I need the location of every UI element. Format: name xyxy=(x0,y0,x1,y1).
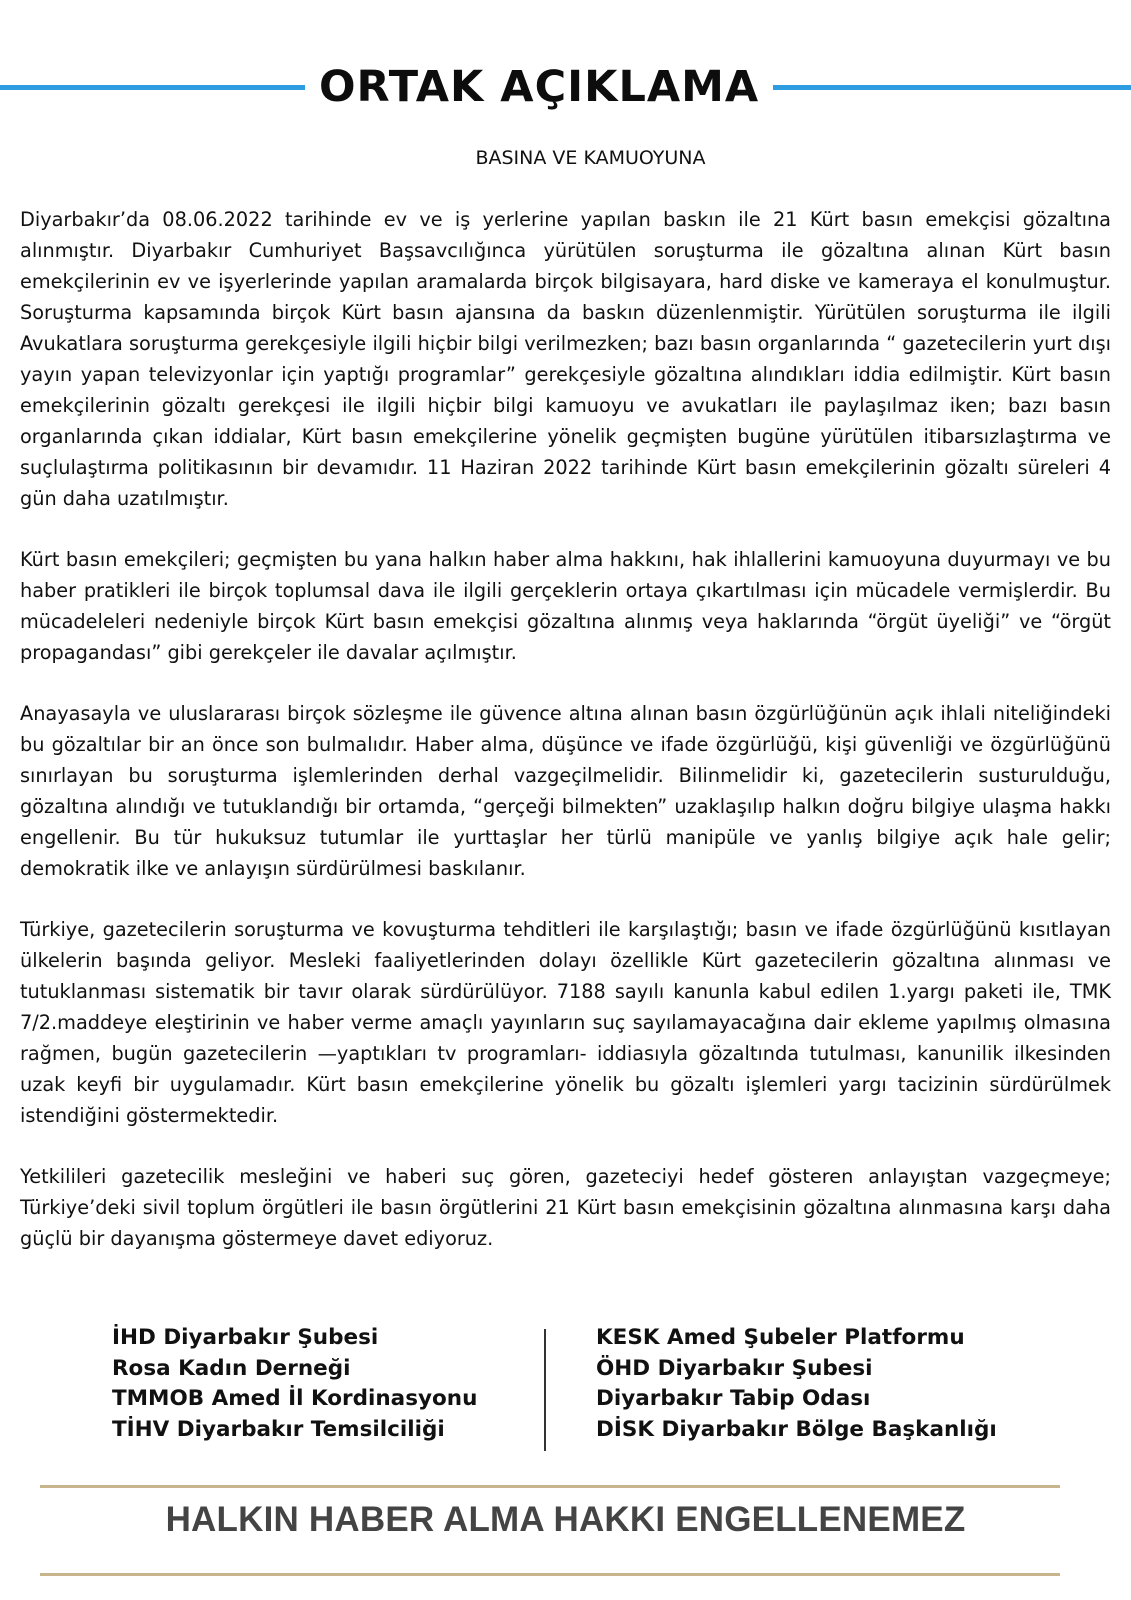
page-subtitle: BASINA VE KAMUOYUNA xyxy=(475,147,706,169)
signatories-left-column xyxy=(112,1323,477,1445)
signatory: TİHV Diyarbakır Temsilciliği xyxy=(112,1416,445,1442)
paragraph-5: Yetkilileri gazetecilik mesleğini ve haberi suç gören, gazeteciyi hedef gösteren anlayıştan vazgeçmeye; Türkiye’deki sivil toplum örgütleri ile basın örgütlerini 21 Kürt basın emekçisinin gözaltına alınmasına karşı daha güçlü bir dayanışma göstermeye davet ediyoruz. xyxy=(20,1165,1111,1250)
signatory: DİSK Diyarbakır Bölge Başkanlığı xyxy=(596,1416,997,1442)
signatories-right-column xyxy=(596,1323,997,1445)
footer-slogan: HALKIN HABER ALMA HAKKI ENGELLENEMEZ xyxy=(165,1500,966,1539)
paragraph-2: Kürt basın emekçileri; geçmişten bu yana halkın haber alma hakkını, hak ihlallerini kamuoyuna duyurmayı ve bu haber pratikleri ile birçok toplumsal dava ile ilgili gerçeklerin ortaya çıkartılması için mücadele vermişlerdir. Bu mücadeleleri nedeniyle birçok Kürt basın emekçisi gözaltına alınmış veya haklarında “örgüt üyeliği” ve “örgüt propagandası” gibi gerekçeler ile davalar açılmıştır. xyxy=(20,548,1111,664)
statement-body xyxy=(20,204,1111,1284)
header xyxy=(0,52,1131,122)
signatory: TMMOB Amed İl Kordinasyonu xyxy=(112,1386,478,1411)
header-rule-left xyxy=(0,85,305,90)
signatories xyxy=(0,1323,1131,1453)
paragraph-4: Türkiye, gazetecilerin soruşturma ve kovuşturma tehditleri ile karşılaştığı; basın ve ifade özgürlüğünü kısıtlayan ülkelerin başında geliyor. Mesleki faaliyetlerinden dolayı özellikle Kürt gazetecilerin gözaltına alınması ve tutuklanması sistematik bir tavır olarak sürdürülüyor. 7188 sayılı kanunla kabul edilen 1.yargı paketi ile, TMK 7/2.maddeye eleştirinin ve haber verme amaçlı yayınların suç sayılamayacağına dair ekleme yapılmış olmasına rağmen, bugün gazetecilerin —yaptıkları tv programları- iddiasıyla gözaltında tutulması, kanunilik ilkesinden uzak keyfi bir uygulamadır. Kürt basın emekçilerine yönelik bu gözaltı işlemleri yargı tacizinin sürdürülmek istendiğini göstermektedir. xyxy=(20,918,1111,1127)
column-divider xyxy=(544,1329,546,1451)
page-title: ORTAK AÇIKLAMA xyxy=(319,62,760,112)
paragraph-1: Diyarbakır’da 08.06.2022 tarihinde ev ve iş yerlerine yapılan baskın ile 21 Kürt basın emekçisi gözaltına alınmıştır. Diyarbakır Cumhuriyet Başsavcılığınca yürütülen soruşturma ile gözaltına alınan Kürt basın emekçilerinin ev ve işyerlerinde yapılan aramalarda birçok bilgisayara, hard diske ve kameraya el konulmuştur. Soruşturma kapsamında birçok Kürt basın ajansına da baskın düzenlenmiştir. Yürütülen soruşturma ile ilgili Avukatlara soruşturma gerekçesiyle ilgili hiçbir bilgi verilmezken; bazı basın organlarında “ gazetecilerin yurt dışı yayın yapan televizyonlar için yaptığı programlar” gerekçesiyle gözaltına alındıkları iddia edilmiştir. Kürt basın emekçilerinin gözaltı gerekçesi ile ilgili hiçbir bilgi kamuoyu ve avukatları ile paylaşılmaz iken; bazı basın organlarında çıkan iddialar, Kürt basın emekçilerine yönelik geçmişten bugüne yürütülen itibarsızlaştırma ve suçlulaştırma politikasının bir devamıdır. 11 Haziran 2022 tarihinde Kürt basın emekçilerinin gözaltı süreleri 4 gün daha uzatılmıştır. xyxy=(20,208,1111,510)
signatory: Rosa Kadın Derneği xyxy=(112,1355,351,1381)
signatory: ÖHD Diyarbakır Şubesi xyxy=(596,1355,873,1381)
signatory: İHD Diyarbakır Şubesi xyxy=(112,1325,379,1350)
footer-rule-top xyxy=(40,1485,1060,1488)
signatory: KESK Amed Şubeler Platformu xyxy=(596,1325,965,1350)
signatory: Diyarbakır Tabip Odası xyxy=(596,1386,871,1411)
footer-rule-bottom xyxy=(40,1573,1060,1576)
paragraph-3: Anayasayla ve uluslararası birçok sözleşme ile güvence altına alınan basın özgürlüğünün açık ihlali niteliğindeki bu gözaltılar bir an önce son bulmalıdır. Haber alma, düşünce ve ifade özgürlüğü, kişi güvenliği ve özgürlüğünü sınırlayan bu soruşturma işlemlerinden derhal vazgeçilmelidir. Bilinmelidir ki, gazetecilerin susturulduğu, gözaltına alındığı ve tutuklandığı bir ortamda, “gerçeği bilmekten” uzaklaşılıp halkın doğru bilgiye ulaşma hakkı engellenir. Bu tür hukuksuz tutumlar ile yurttaşlar her türlü manipüle ve yanlış bilgiye açık hale gelir; demokratik ilke ve anlayışın sürdürülmesi baskılanır. xyxy=(20,702,1111,880)
header-rule-right xyxy=(773,85,1131,90)
